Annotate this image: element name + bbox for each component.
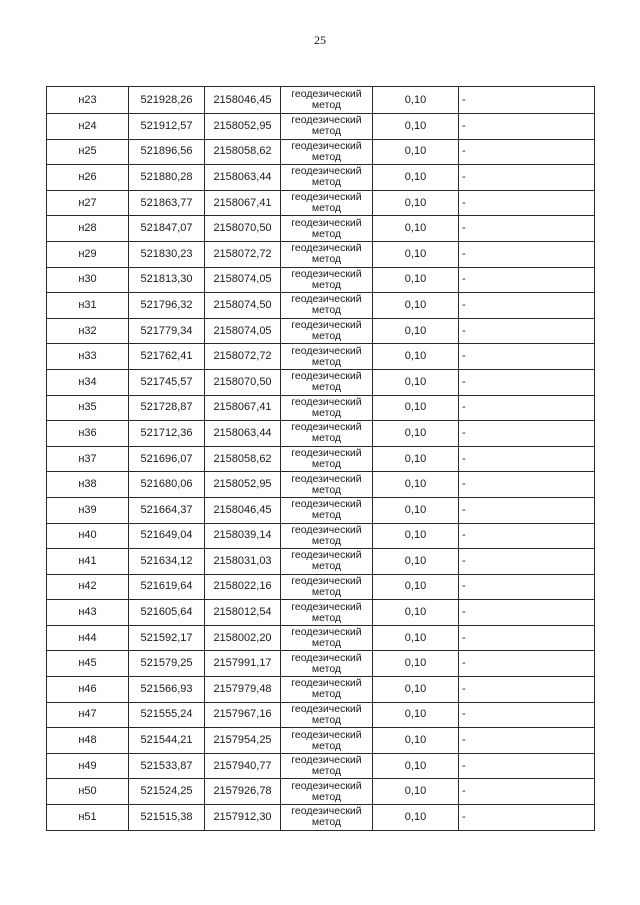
x-coordinate-cell: 521555,24 bbox=[129, 702, 205, 728]
x-coordinate-cell: 521847,07 bbox=[129, 216, 205, 242]
y-coordinate-cell: 2158046,45 bbox=[205, 497, 281, 523]
table-row bbox=[47, 421, 595, 447]
accuracy-cell: 0,10 bbox=[373, 395, 459, 421]
x-coordinate-cell: 521896,56 bbox=[129, 139, 205, 165]
x-coordinate-cell: 521515,38 bbox=[129, 805, 205, 831]
y-coordinate-cell: 2157967,16 bbox=[205, 702, 281, 728]
table-row bbox=[47, 318, 595, 344]
method-line-2: метод bbox=[311, 227, 342, 240]
point-name-cell: н36 bbox=[47, 421, 129, 447]
method-cell bbox=[281, 293, 373, 319]
method-line-1: геодезический bbox=[291, 549, 362, 562]
note-cell: - bbox=[459, 574, 595, 600]
table-row bbox=[47, 87, 595, 114]
table-row bbox=[47, 114, 595, 140]
accuracy-cell: 0,10 bbox=[373, 728, 459, 754]
method-line-1: геодезический bbox=[291, 728, 362, 741]
y-coordinate-cell: 2158074,05 bbox=[205, 318, 281, 344]
accuracy-cell: 0,10 bbox=[373, 267, 459, 293]
x-coordinate-cell: 521566,93 bbox=[129, 677, 205, 703]
method-line-1: геодезический bbox=[291, 498, 362, 511]
method-line-2: метод bbox=[311, 790, 342, 803]
y-coordinate-cell: 2158022,16 bbox=[205, 574, 281, 600]
method-line-2: метод bbox=[311, 458, 342, 471]
note-cell: - bbox=[459, 241, 595, 267]
accuracy-cell: 0,10 bbox=[373, 369, 459, 395]
note-cell: - bbox=[459, 190, 595, 216]
method-cell bbox=[281, 421, 373, 447]
x-coordinate-cell: 521712,36 bbox=[129, 421, 205, 447]
y-coordinate-cell: 2158052,95 bbox=[205, 472, 281, 498]
method-line-1: геодезический bbox=[291, 651, 362, 664]
accuracy-cell: 0,10 bbox=[373, 421, 459, 447]
x-coordinate-cell: 521863,77 bbox=[129, 190, 205, 216]
table-row bbox=[47, 139, 595, 165]
table-row bbox=[47, 344, 595, 370]
point-name-cell: н37 bbox=[47, 446, 129, 472]
table-row bbox=[47, 779, 595, 805]
point-name-cell: н23 bbox=[47, 87, 129, 114]
y-coordinate-cell: 2158070,50 bbox=[205, 369, 281, 395]
point-name-cell: н32 bbox=[47, 318, 129, 344]
method-line-1: геодезический bbox=[291, 114, 362, 127]
method-cell bbox=[281, 344, 373, 370]
accuracy-cell: 0,10 bbox=[373, 216, 459, 242]
accuracy-cell: 0,10 bbox=[373, 574, 459, 600]
note-cell: - bbox=[459, 805, 595, 831]
note-cell: - bbox=[459, 87, 595, 114]
method-line-1: геодезический bbox=[291, 574, 362, 587]
accuracy-cell: 0,10 bbox=[373, 165, 459, 191]
table-row bbox=[47, 728, 595, 754]
coordinates-table-body bbox=[47, 87, 595, 831]
point-name-cell: н31 bbox=[47, 293, 129, 319]
accuracy-cell: 0,10 bbox=[373, 344, 459, 370]
method-line-1: геодезический bbox=[291, 600, 362, 613]
method-line-1: геодезический bbox=[291, 395, 362, 408]
accuracy-cell: 0,10 bbox=[373, 549, 459, 575]
y-coordinate-cell: 2158072,72 bbox=[205, 344, 281, 370]
y-coordinate-cell: 2158002,20 bbox=[205, 625, 281, 651]
method-line-2: метод bbox=[311, 611, 342, 624]
x-coordinate-cell: 521524,25 bbox=[129, 779, 205, 805]
y-coordinate-cell: 2158072,72 bbox=[205, 241, 281, 267]
accuracy-cell: 0,10 bbox=[373, 114, 459, 140]
table-row bbox=[47, 497, 595, 523]
method-line-2: метод bbox=[311, 381, 342, 394]
note-cell: - bbox=[459, 446, 595, 472]
point-name-cell: н44 bbox=[47, 625, 129, 651]
note-cell: - bbox=[459, 753, 595, 779]
method-line-1: геодезический bbox=[291, 754, 362, 767]
point-name-cell: н48 bbox=[47, 728, 129, 754]
x-coordinate-cell: 521745,57 bbox=[129, 369, 205, 395]
method-line-1: геодезический bbox=[291, 370, 362, 383]
table-row bbox=[47, 369, 595, 395]
y-coordinate-cell: 2157954,25 bbox=[205, 728, 281, 754]
point-name-cell: н43 bbox=[47, 600, 129, 626]
table-row bbox=[47, 651, 595, 677]
method-line-1: геодезический bbox=[291, 779, 362, 792]
method-cell bbox=[281, 753, 373, 779]
method-line-2: метод bbox=[311, 483, 342, 496]
accuracy-cell: 0,10 bbox=[373, 293, 459, 319]
note-cell: - bbox=[459, 702, 595, 728]
note-cell: - bbox=[459, 677, 595, 703]
accuracy-cell: 0,10 bbox=[373, 241, 459, 267]
method-line-2: метод bbox=[311, 560, 342, 573]
method-line-2: метод bbox=[311, 278, 342, 291]
note-cell: - bbox=[459, 318, 595, 344]
table-row bbox=[47, 625, 595, 651]
y-coordinate-cell: 2158058,62 bbox=[205, 139, 281, 165]
point-name-cell: н27 bbox=[47, 190, 129, 216]
note-cell: - bbox=[459, 497, 595, 523]
method-line-2: метод bbox=[311, 432, 342, 445]
table-row bbox=[47, 753, 595, 779]
table-row bbox=[47, 549, 595, 575]
y-coordinate-cell: 2158070,50 bbox=[205, 216, 281, 242]
note-cell: - bbox=[459, 139, 595, 165]
method-line-1: геодезический bbox=[291, 421, 362, 434]
x-coordinate-cell: 521796,32 bbox=[129, 293, 205, 319]
x-coordinate-cell: 521928,26 bbox=[129, 87, 205, 114]
point-name-cell: н34 bbox=[47, 369, 129, 395]
page-number: 25 bbox=[314, 33, 326, 47]
method-cell bbox=[281, 625, 373, 651]
note-cell: - bbox=[459, 651, 595, 677]
x-coordinate-cell: 521880,28 bbox=[129, 165, 205, 191]
method-line-1: геодезический bbox=[291, 242, 362, 255]
y-coordinate-cell: 2158067,41 bbox=[205, 395, 281, 421]
method-cell bbox=[281, 702, 373, 728]
table-row bbox=[47, 190, 595, 216]
method-cell bbox=[281, 677, 373, 703]
method-cell bbox=[281, 472, 373, 498]
method-cell bbox=[281, 523, 373, 549]
method-line-2: метод bbox=[311, 765, 342, 778]
accuracy-cell: 0,10 bbox=[373, 702, 459, 728]
accuracy-cell: 0,10 bbox=[373, 87, 459, 114]
point-name-cell: н25 bbox=[47, 139, 129, 165]
note-cell: - bbox=[459, 344, 595, 370]
y-coordinate-cell: 2158074,50 bbox=[205, 293, 281, 319]
method-line-2: метод bbox=[311, 253, 342, 266]
table-row bbox=[47, 165, 595, 191]
method-cell bbox=[281, 497, 373, 523]
table-row bbox=[47, 472, 595, 498]
x-coordinate-cell: 521912,57 bbox=[129, 114, 205, 140]
note-cell: - bbox=[459, 600, 595, 626]
point-name-cell: н39 bbox=[47, 497, 129, 523]
point-name-cell: н51 bbox=[47, 805, 129, 831]
table-row bbox=[47, 267, 595, 293]
method-cell bbox=[281, 549, 373, 575]
table-row bbox=[47, 216, 595, 242]
note-cell: - bbox=[459, 779, 595, 805]
accuracy-cell: 0,10 bbox=[373, 139, 459, 165]
method-line-1: геодезический bbox=[291, 472, 362, 485]
method-line-1: геодезический bbox=[291, 293, 362, 306]
note-cell: - bbox=[459, 293, 595, 319]
point-name-cell: н29 bbox=[47, 241, 129, 267]
method-line-2: метод bbox=[311, 202, 342, 215]
method-cell bbox=[281, 600, 373, 626]
method-cell bbox=[281, 114, 373, 140]
note-cell: - bbox=[459, 728, 595, 754]
method-line-1: геодезический bbox=[291, 88, 362, 100]
y-coordinate-cell: 2158052,95 bbox=[205, 114, 281, 140]
method-line-2: метод bbox=[311, 176, 342, 189]
method-line-2: метод bbox=[311, 688, 342, 701]
table-row bbox=[47, 241, 595, 267]
accuracy-cell: 0,10 bbox=[373, 523, 459, 549]
y-coordinate-cell: 2157979,48 bbox=[205, 677, 281, 703]
x-coordinate-cell: 521533,87 bbox=[129, 753, 205, 779]
y-coordinate-cell: 2158074,05 bbox=[205, 267, 281, 293]
method-cell bbox=[281, 395, 373, 421]
table-row bbox=[47, 677, 595, 703]
method-cell bbox=[281, 165, 373, 191]
method-cell bbox=[281, 267, 373, 293]
x-coordinate-cell: 521728,87 bbox=[129, 395, 205, 421]
method-cell bbox=[281, 446, 373, 472]
point-name-cell: н47 bbox=[47, 702, 129, 728]
accuracy-cell: 0,10 bbox=[373, 190, 459, 216]
method-line-2: метод bbox=[311, 637, 342, 650]
method-line-2: метод bbox=[311, 355, 342, 368]
point-name-cell: н50 bbox=[47, 779, 129, 805]
y-coordinate-cell: 2158012,54 bbox=[205, 600, 281, 626]
point-name-cell: н49 bbox=[47, 753, 129, 779]
y-coordinate-cell: 2158067,41 bbox=[205, 190, 281, 216]
method-cell bbox=[281, 190, 373, 216]
y-coordinate-cell: 2157912,30 bbox=[205, 805, 281, 831]
y-coordinate-cell: 2157926,78 bbox=[205, 779, 281, 805]
point-name-cell: н40 bbox=[47, 523, 129, 549]
y-coordinate-cell: 2158046,45 bbox=[205, 87, 281, 114]
note-cell: - bbox=[459, 216, 595, 242]
x-coordinate-cell: 521634,12 bbox=[129, 549, 205, 575]
method-line-2: метод bbox=[311, 330, 342, 343]
accuracy-cell: 0,10 bbox=[373, 497, 459, 523]
x-coordinate-cell: 521830,23 bbox=[129, 241, 205, 267]
method-cell bbox=[281, 574, 373, 600]
method-line-2: метод bbox=[311, 816, 342, 829]
table-row bbox=[47, 702, 595, 728]
table-row bbox=[47, 446, 595, 472]
method-line-2: метод bbox=[311, 99, 342, 111]
method-cell bbox=[281, 805, 373, 831]
accuracy-cell: 0,10 bbox=[373, 805, 459, 831]
y-coordinate-cell: 2157991,17 bbox=[205, 651, 281, 677]
method-line-1: геодезический bbox=[291, 319, 362, 332]
y-coordinate-cell: 2158031,03 bbox=[205, 549, 281, 575]
table-row bbox=[47, 523, 595, 549]
point-name-cell: н28 bbox=[47, 216, 129, 242]
method-line-2: метод bbox=[311, 585, 342, 598]
method-line-1: геодезический bbox=[291, 216, 362, 229]
method-line-1: геодезический bbox=[291, 523, 362, 536]
coordinates-table bbox=[46, 86, 595, 831]
point-name-cell: н35 bbox=[47, 395, 129, 421]
method-line-1: геодезический bbox=[291, 702, 362, 715]
y-coordinate-cell: 2157940,77 bbox=[205, 753, 281, 779]
accuracy-cell: 0,10 bbox=[373, 318, 459, 344]
x-coordinate-cell: 521696,07 bbox=[129, 446, 205, 472]
table-row bbox=[47, 293, 595, 319]
point-name-cell: н42 bbox=[47, 574, 129, 600]
x-coordinate-cell: 521619,64 bbox=[129, 574, 205, 600]
point-name-cell: н24 bbox=[47, 114, 129, 140]
x-coordinate-cell: 521592,17 bbox=[129, 625, 205, 651]
method-line-1: геодезический bbox=[291, 447, 362, 460]
point-name-cell: н45 bbox=[47, 651, 129, 677]
method-line-2: метод bbox=[311, 125, 342, 138]
method-line-1: геодезический bbox=[291, 626, 362, 639]
method-line-1: геодезический bbox=[291, 677, 362, 690]
note-cell: - bbox=[459, 395, 595, 421]
method-line-2: метод bbox=[311, 406, 342, 419]
method-cell bbox=[281, 139, 373, 165]
note-cell: - bbox=[459, 114, 595, 140]
method-cell bbox=[281, 369, 373, 395]
method-line-1: геодезический bbox=[291, 165, 362, 178]
x-coordinate-cell: 521680,06 bbox=[129, 472, 205, 498]
note-cell: - bbox=[459, 369, 595, 395]
accuracy-cell: 0,10 bbox=[373, 651, 459, 677]
method-line-1: геодезический bbox=[291, 344, 362, 357]
method-line-2: метод bbox=[311, 534, 342, 547]
point-name-cell: н38 bbox=[47, 472, 129, 498]
accuracy-cell: 0,10 bbox=[373, 779, 459, 805]
method-cell bbox=[281, 728, 373, 754]
note-cell: - bbox=[459, 523, 595, 549]
method-cell bbox=[281, 87, 373, 114]
point-name-cell: н26 bbox=[47, 165, 129, 191]
point-name-cell: н46 bbox=[47, 677, 129, 703]
method-cell bbox=[281, 241, 373, 267]
note-cell: - bbox=[459, 549, 595, 575]
x-coordinate-cell: 521813,30 bbox=[129, 267, 205, 293]
note-cell: - bbox=[459, 267, 595, 293]
x-coordinate-cell: 521579,25 bbox=[129, 651, 205, 677]
accuracy-cell: 0,10 bbox=[373, 625, 459, 651]
table-row bbox=[47, 805, 595, 831]
note-cell: - bbox=[459, 421, 595, 447]
y-coordinate-cell: 2158063,44 bbox=[205, 165, 281, 191]
point-name-cell: н33 bbox=[47, 344, 129, 370]
x-coordinate-cell: 521605,64 bbox=[129, 600, 205, 626]
x-coordinate-cell: 521779,34 bbox=[129, 318, 205, 344]
method-line-2: метод bbox=[311, 739, 342, 752]
method-line-2: метод bbox=[311, 150, 342, 163]
accuracy-cell: 0,10 bbox=[373, 472, 459, 498]
accuracy-cell: 0,10 bbox=[373, 753, 459, 779]
x-coordinate-cell: 521544,21 bbox=[129, 728, 205, 754]
table-row bbox=[47, 395, 595, 421]
accuracy-cell: 0,10 bbox=[373, 446, 459, 472]
method-line-1: геодезический bbox=[291, 267, 362, 280]
method-line-1: геодезический bbox=[291, 139, 362, 152]
method-line-2: метод bbox=[311, 662, 342, 675]
accuracy-cell: 0,10 bbox=[373, 677, 459, 703]
method-cell bbox=[281, 318, 373, 344]
y-coordinate-cell: 2158039,14 bbox=[205, 523, 281, 549]
method-cell bbox=[281, 779, 373, 805]
note-cell: - bbox=[459, 472, 595, 498]
method-line-2: метод bbox=[311, 509, 342, 522]
method-line-2: метод bbox=[311, 713, 342, 726]
point-name-cell: н30 bbox=[47, 267, 129, 293]
note-cell: - bbox=[459, 625, 595, 651]
x-coordinate-cell: 521664,37 bbox=[129, 497, 205, 523]
method-cell bbox=[281, 216, 373, 242]
y-coordinate-cell: 2158063,44 bbox=[205, 421, 281, 447]
point-name-cell: н41 bbox=[47, 549, 129, 575]
method-line-2: метод bbox=[311, 304, 342, 317]
method-line-1: геодезический bbox=[291, 191, 362, 204]
x-coordinate-cell: 521762,41 bbox=[129, 344, 205, 370]
accuracy-cell: 0,10 bbox=[373, 600, 459, 626]
method-line-1: геодезический bbox=[291, 805, 362, 818]
method-cell bbox=[281, 651, 373, 677]
table-row bbox=[47, 600, 595, 626]
table-row bbox=[47, 574, 595, 600]
note-cell: - bbox=[459, 165, 595, 191]
x-coordinate-cell: 521649,04 bbox=[129, 523, 205, 549]
y-coordinate-cell: 2158058,62 bbox=[205, 446, 281, 472]
